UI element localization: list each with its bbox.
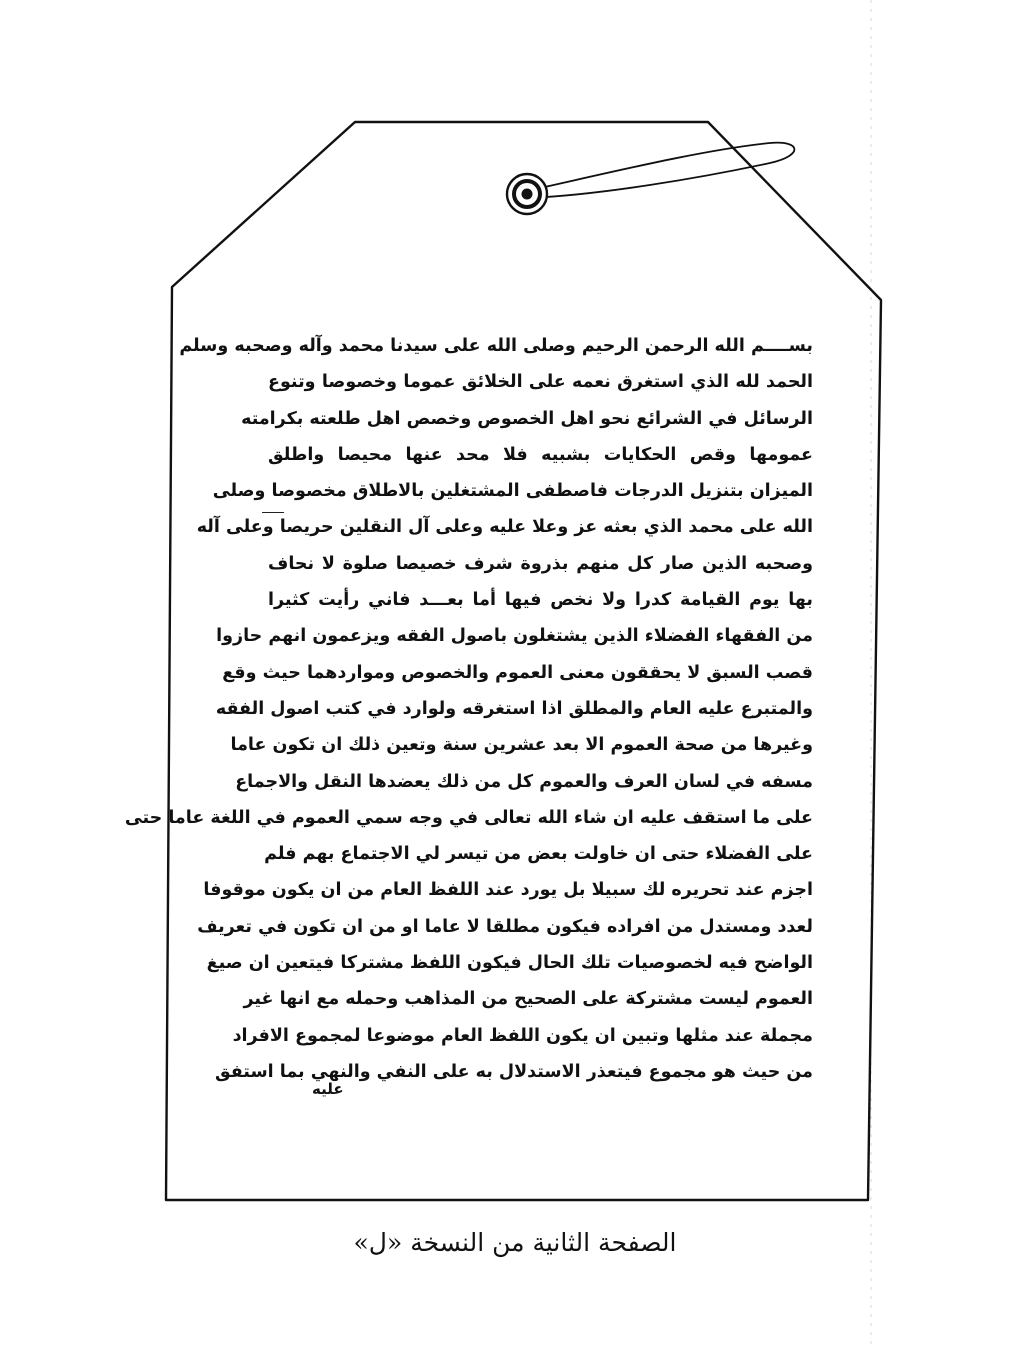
manuscript-line: والمتبرع عليه العام والمطلق اذا استغرقه ولوارد في كتب اصول الفقه bbox=[215, 698, 813, 719]
manuscript-line: الميزان بتنزيل الدرجات فاصطفى المشتغلين بالاطلاق مخصوصا وصلى bbox=[212, 481, 813, 502]
manuscript-line: العموم ليست مشتركة على الصحيح من المذاهب وحمله مع انها غير bbox=[243, 989, 813, 1010]
manuscript-line: من الفقهاء الفضلاء الذين يشتغلون باصول الفقه ويزعمون انهم حازوا bbox=[216, 626, 813, 647]
manuscript-line: على ما استقف عليه ان شاء الله تعالى في وجه سمي العموم في اللغة عاما حتى bbox=[124, 807, 813, 828]
tag-hole-inner bbox=[522, 189, 533, 200]
catchword: عليه bbox=[312, 1080, 344, 1098]
manuscript-line: لعدد ومستدل من افراده فيكون مطلقا لا عاما او من ان تكون في تعريف bbox=[197, 916, 813, 937]
manuscript-line: مجملة عند مثلها وتبين ان يكون اللفظ العام موضوعا لمجموع الافراد bbox=[232, 1025, 813, 1046]
manuscript-line: على الفضلاء حتى ان خاولت بعض من تيسر لي الاجتماع بهم فلم bbox=[264, 844, 813, 865]
manuscript-line: وغيرها من صحة العموم الا بعد عشرين سنة وتعين ذلك ان تكون عاما bbox=[230, 735, 813, 756]
manuscript-line: اجزم عند تحريره لك سبيلا بل يورد عند اللفظ العام من ان يكون موقوفا bbox=[203, 880, 813, 901]
manuscript-line: الرسائل في الشرائع نحو اهل الخصوص وخصص اهل طلعته بكرامته bbox=[241, 408, 813, 429]
manuscript-line: قصب السبق لا يحققون معنى العموم والخصوص ومواردهما حيث وقع bbox=[222, 662, 813, 683]
manuscript-line: من حيث هو مجموع فيتعذر الاستدلال به على النفي والنهي بما استفق bbox=[214, 1061, 813, 1082]
manuscript-text-block bbox=[124, 328, 813, 1082]
manuscript-line: بها يوم القيامة كدرا ولا نخص فيها أما بعـــد فاني رأيت كثيرا bbox=[268, 590, 813, 611]
manuscript-line: مسفه في لسان العرف والعموم كل من ذلك يعضدها النقل والاجماع bbox=[235, 771, 813, 792]
page-caption: الصفحة الثانية من النسخة «ل» bbox=[353, 1228, 677, 1257]
manuscript-line: الله على محمد الذي بعثه عز وعلا عليه وعلى آل النقلين حريصا وعلى آله bbox=[196, 517, 813, 538]
manuscript-line: عمومها وقص الحكايات بشبيه فلا محد عنها محيصا واطلق bbox=[268, 444, 813, 465]
manuscript-line: بســــم الله الرحمن الرحيم وصلى الله على سيدنا محمد وآله وصحبه وسلم bbox=[179, 336, 813, 356]
manuscript-line: الحمد لله الذي استغرق نعمه على الخلائق عموما وخصوصا وتنوع bbox=[268, 372, 813, 393]
manuscript-line: وصحبه الذين صار كل منهم بذروة شرف خصيصا صلوة لا نحاف bbox=[268, 553, 813, 574]
manuscript-line: الواضح فيه لخصوصيات تلك الحال فيكون اللفظ مشتركا فيتعين ان صيغ bbox=[206, 953, 813, 974]
